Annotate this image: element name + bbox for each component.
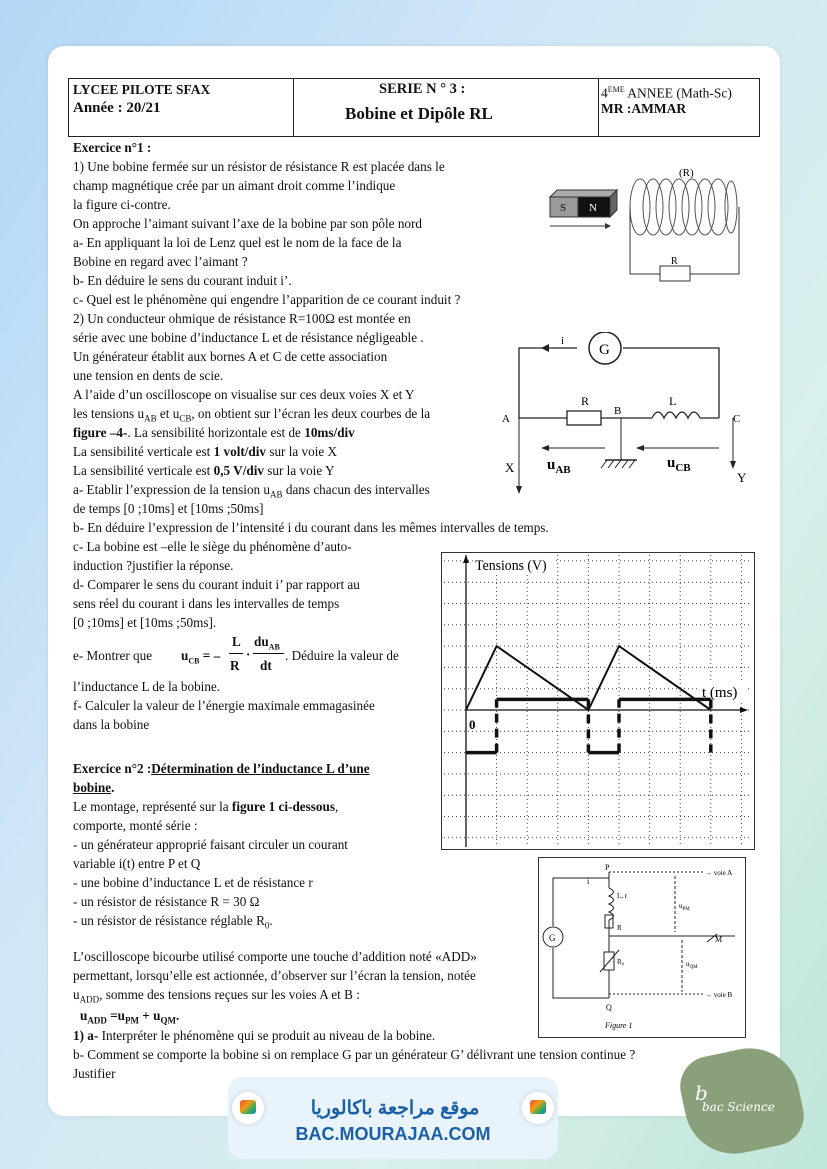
ex1-qc2: induction ?justifier la réponse. <box>73 558 234 573</box>
ex1-qa: a- Etablir l’expression de la tension $u_{AB}$ dans chacun des intervalles <box>73 482 430 500</box>
probe-X-arrow <box>516 486 522 494</box>
inductor <box>652 412 700 418</box>
ex2-q1a: 1) a- Interpréter le phénomène qui se produit au niveau de la bobine. <box>73 1028 436 1043</box>
formula-dt: dt <box>260 658 272 673</box>
ex1-qd3: [0 ;10ms] et [10ms ;50ms]. <box>73 615 217 630</box>
ex1-qc1: c- La bobine est –elle le siège du phénomène d’auto- <box>73 539 352 554</box>
ex2-l2: comporte, monté série : <box>73 818 198 833</box>
inductor-label: L <box>669 394 677 408</box>
ex1-qd1: d- Comparer le sens du courant induit i’ par rapport au <box>73 577 360 592</box>
probe-Y-label: Y <box>737 470 747 485</box>
formula-dot: · <box>246 647 251 662</box>
ex1-qe-pre: e- Montrer que <box>73 648 153 663</box>
ex2-q1b: b- Comment se comporte la bobine si on remplace G par un générateur G’ délivrant une tension continue ? <box>73 1047 636 1062</box>
magnet-coil-figure <box>545 162 745 282</box>
teacher-name: MR :AMMAR <box>601 101 687 116</box>
footer-logo-left <box>232 1092 264 1124</box>
origin-label: 0 <box>469 717 476 732</box>
fraction-bar <box>253 653 284 654</box>
formula-L: L <box>232 634 241 649</box>
ground-hatch <box>601 460 635 468</box>
probe-Y-arrow <box>730 461 736 469</box>
header-table <box>68 78 760 137</box>
books-icon <box>240 1100 256 1114</box>
footer-arabic: موقع مراجعة باكالوريا <box>310 1098 480 1119</box>
ex1-line: la figure ci-contre. <box>73 197 171 212</box>
ex2-equation: $u_{ADD} =u_{PM} + u_{QM}$. <box>80 1008 180 1026</box>
node-P: P <box>605 863 610 872</box>
formula-R: R <box>230 658 240 673</box>
ex2-l3: - un générateur approprié faisant circuler un courant <box>73 837 348 852</box>
formula-ucb: $u_{CB}$ = – <box>181 648 221 666</box>
ex1-line: Bobine en regard avec l’aimant ? <box>73 254 248 269</box>
resistor-label: R <box>671 256 678 267</box>
chart-title: Tensions (V) <box>475 557 547 575</box>
figure1-frame <box>538 857 746 1038</box>
wire-top-left <box>519 348 577 418</box>
series-number: SERIE N ° 3 : <box>379 81 466 97</box>
header-series-cell <box>293 79 599 136</box>
voie-B: → voie B <box>705 991 733 999</box>
header-school-cell <box>69 79 294 136</box>
ex1-line: 2) Un conducteur ohmique de résistance R=100Ω est montée en <box>73 311 411 326</box>
rl-circuit-figure <box>497 332 757 497</box>
ex2-title: Exercice n°2 :Détermination de l’inductance L d’une <box>73 761 370 776</box>
badge-b: b <box>695 1081 708 1105</box>
ex2-q1c: Justifier <box>73 1066 116 1081</box>
x-axis-label: t (ms) <box>702 685 738 701</box>
header-level-cell <box>598 79 758 136</box>
ex1-line: c- Quel est le phénomène qui engendre l’apparition de ce courant induit ? <box>73 292 461 307</box>
badge-text: bac Science <box>702 1100 775 1114</box>
figure1-caption: Figure 1 <box>605 1021 633 1030</box>
ex1-qb: b- En déduire l’expression de l’intensité i du courant dans les mêmes intervalles de temps. <box>73 520 549 535</box>
voie-A: → voie A <box>705 869 733 877</box>
uCB-arrowhead <box>636 445 644 451</box>
formula-du: $du_{AB}$ <box>254 634 280 652</box>
ex1-qe-post: . Déduire la valeur de <box>285 648 399 663</box>
ex1-qe-line2: l’inductance L de la bobine. <box>73 679 221 694</box>
ex1-sens1: La sensibilité verticale est 1 volt/div sur la voie X <box>73 444 338 459</box>
magnet-S-label: S <box>560 202 567 214</box>
wire-to-G-top <box>553 878 609 926</box>
footer-url-link[interactable]: BAC.MOURAJAA.COM <box>295 1124 491 1144</box>
ex1-figure-line: figure –4-. La sensibilité horizontale est de 10ms/div <box>73 425 355 440</box>
coil-loops <box>630 179 737 235</box>
oscillogram-chart <box>442 553 754 849</box>
books-icon <box>530 1100 546 1114</box>
uQM-label: $u_{QM}$ <box>686 960 698 970</box>
school-name: LYCEE PILOTE SFAX <box>73 82 211 97</box>
ex1-line: une tension en dents de scie. <box>73 368 224 383</box>
ex1-qa2: de temps [0 ;10ms] et [10ms ;50ms] <box>73 501 264 516</box>
ex1-tensions-line: les tensions $u_{AB}$ et $u_{CB}$, on obtient sur l’écran les deux courbes de la <box>73 406 431 424</box>
ex2-l8: L’oscilloscope bicourbe utilisé comporte une touche d’addition noté «ADD» <box>73 949 477 964</box>
ex1-line: champ magnétique crée par un aimant droit comme l’indique <box>73 178 396 193</box>
ex2-l5: - une bobine d’inductance L et de résistance r <box>73 875 313 890</box>
resistor-R <box>660 266 690 281</box>
resistor <box>567 411 601 425</box>
ex2-l7: - un résistor de résistance réglable $R_0$. <box>73 913 273 931</box>
y-axis-arrow <box>463 555 469 563</box>
ex1-line: b- En déduire le sens du courant induit i’. <box>73 273 292 288</box>
node-B: B <box>614 405 622 417</box>
ex1-qf1: f- Calculer la valeur de l’énergie maximale emmagasinée <box>73 698 375 713</box>
label-i: i <box>587 877 590 886</box>
ex1-line: Un générateur établit aux bornes A et C de cette association <box>73 349 388 364</box>
coil-label: L, r <box>617 892 628 900</box>
ex2-title2: bobine. <box>73 780 115 795</box>
node-Q: Q <box>606 1003 612 1012</box>
level-num: 4 <box>601 85 608 101</box>
node-M: M <box>715 935 723 944</box>
node-C: C <box>733 413 741 425</box>
series-subject: Bobine et Dipôle RL <box>345 104 493 123</box>
magnet-N-label: N <box>589 202 597 214</box>
figure1-schematic <box>539 858 745 1037</box>
ex1-qd2: sens réel du courant i dans les intervalles de temps <box>73 596 340 611</box>
footer-logo-right <box>522 1092 554 1124</box>
ex2-l10: $u_{ADD}$, somme des tensions reçues sur les voies A et B : <box>73 987 360 1005</box>
uAB-arrowhead <box>541 445 549 451</box>
node-A: A <box>502 413 510 425</box>
level-rest: ANNEE (Math-Sc) <box>624 85 732 101</box>
resistor-label: R <box>617 924 622 932</box>
wire-to-G-bottom <box>553 948 609 998</box>
resistor-label: R <box>581 394 590 408</box>
ex1-line: On approche l’aimant suivant l’axe de la bobine par son pôle nord <box>73 216 422 231</box>
ex2-l6: - un résistor de résistance R = 30 Ω <box>73 894 260 909</box>
generator-label: G <box>599 342 610 358</box>
label-i: i <box>561 335 565 347</box>
ex2-l9: permettant, lorsqu’elle est actionnée, d’observer sur l’écran la tension, notée <box>73 968 476 983</box>
uAB-label: $u_{AB}$ <box>547 457 571 476</box>
level-sup: EME <box>607 85 625 94</box>
approach-arrowhead <box>605 223 611 229</box>
oscillogram-frame <box>441 552 755 850</box>
ex2-l1: Le montage, représenté sur la figure 1 ci-dessous, <box>73 799 339 814</box>
ex1-line: 1) Une bobine fermée sur un résistor de résistance R est placée dans le <box>73 159 445 174</box>
wire-left <box>630 207 660 274</box>
resistor-R0-label: R₀ <box>617 958 625 966</box>
ex1-title: Exercice n°1 : <box>73 140 152 155</box>
ex1-qf2: dans la bobine <box>73 717 150 732</box>
magnet-top-face <box>550 190 617 197</box>
school-year: Année : 20/21 <box>73 100 161 116</box>
generator-label: G <box>549 933 556 943</box>
fraction-bar <box>229 653 243 654</box>
current-arrow <box>541 344 549 352</box>
ex2-l4: variable i(t) entre P et Q <box>73 856 201 871</box>
ex1-line: A l’aide d’un oscilloscope on visualise sur ces deux voies X et Y <box>73 387 415 402</box>
coil-label: (R) <box>679 167 694 179</box>
probe-X-label: X <box>505 460 515 475</box>
ex1-line: a- En appliquant la loi de Lenz quel est le nom de la face de la <box>73 235 402 250</box>
uPM-label: $u_{PM}$ <box>679 902 690 912</box>
uCB-label: $u_{CB}$ <box>667 455 691 474</box>
ex1-sens2: La sensibilité verticale est 0,5 V/div sur la voie Y <box>73 463 335 478</box>
x-axis-arrow <box>740 707 748 713</box>
ex1-line: série avec une bobine d’inductance L et de résistance négligeable . <box>73 330 424 345</box>
